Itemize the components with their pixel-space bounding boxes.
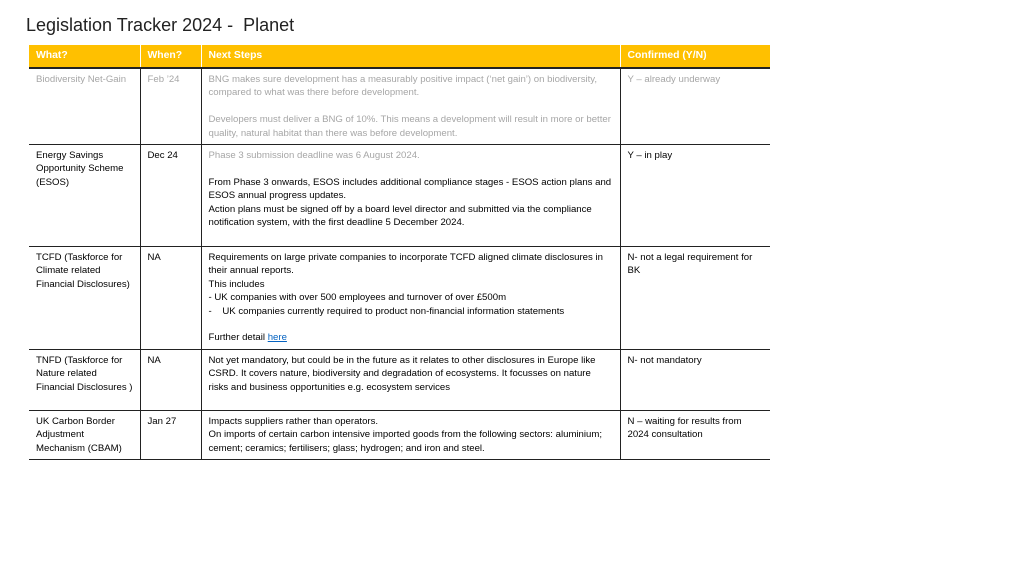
header-what: What? [29,45,140,68]
table-header-row [29,45,770,68]
cell-next-steps [201,410,620,459]
next-step-text: Developers must deliver a BNG of 10%. This means a development will result in more or better quality, natural habitat than there was before development. [208,114,611,139]
cell-confirmed: Y – already underway [620,68,770,145]
cell-confirmed: Y – in play [620,145,770,247]
next-step-text: - UK companies currently required to product non-financial information statements [208,305,565,317]
cell-next-steps [201,68,620,145]
table-row-cbam [29,410,770,459]
header-next-steps: Next Steps [201,45,620,68]
here-link[interactable]: here [267,332,287,344]
table-row-bng [29,68,770,145]
header-confirmed: Confirmed (Y/N) [620,45,770,68]
cell-next-steps: Not yet mandatory, but could be in the future as it relates to other disclosures in Europe like CSRD. It covers nature, biodiversity and degradation of ecosystems. It focusses on nature risks and business opportunities e.g. ecosystem services [201,349,620,410]
cell-when: NA [140,349,201,410]
cell-when: NA [140,247,201,350]
legislation-table [29,45,770,460]
next-step-text: Impacts suppliers rather than operators. [208,415,379,427]
cell-confirmed: N- not a legal requirement for BK [620,247,770,350]
next-step-text: On imports of certain carbon intensive imported goods from the following sectors: aluminium; cement; ceramics; fertilisers; glass; hydrogen; and iron and steel. [208,429,603,454]
further-detail-label: Further detail [208,332,268,344]
cell-what: TNFD (Taskforce for Nature related Financial Disclosures ) [29,349,140,410]
next-step-text: BNG makes sure development has a measurably positive impact (‘net gain’) on biodiversity, compared to what was there before development. [208,74,598,99]
cell-when: Dec 24 [140,145,201,247]
cell-confirmed: N – waiting for results from 2024 consultation [620,410,770,459]
next-step-text: Phase 3 submission deadline was 6 August 2024. [208,150,420,162]
cell-what: UK Carbon Border Adjustment Mechanism (CBAM) [29,410,140,459]
next-step-text: Requirements on large private companies to incorporate TCFD aligned climate disclosures in their annual reports. [208,252,603,277]
cell-next-steps [201,145,620,247]
next-step-text: Action plans must be signed off by a board level director and submitted via the compliance notification system, with the first deadline 5 December 2024. [208,203,592,229]
page-title: Legislation Tracker 2024 - Planet [26,15,295,35]
table-row-esos [29,145,770,247]
cell-next-steps [201,247,620,350]
header-when: When? [140,45,201,68]
cell-what: Biodiversity Net-Gain [29,68,140,145]
next-step-text: This includes [208,278,265,290]
cell-when: Jan 27 [140,410,201,459]
next-step-text: - UK companies with over 500 employees and turnover of over £500m [208,292,507,304]
next-step-text: From Phase 3 onwards, ESOS includes additional compliance stages - ESOS action plans and ESOS annual progress updates. [208,176,612,202]
table-row-tcfd [29,247,770,350]
cell-confirmed: N- not mandatory [620,349,770,410]
cell-what: Energy Savings Opportunity Scheme (ESOS) [29,145,140,247]
table-row-tnfd [29,349,770,410]
cell-when: Feb ’24 [140,68,201,145]
further-detail [209,331,613,344]
cell-what: TCFD (Taskforce for Climate related Financial Disclosures) [29,247,140,350]
